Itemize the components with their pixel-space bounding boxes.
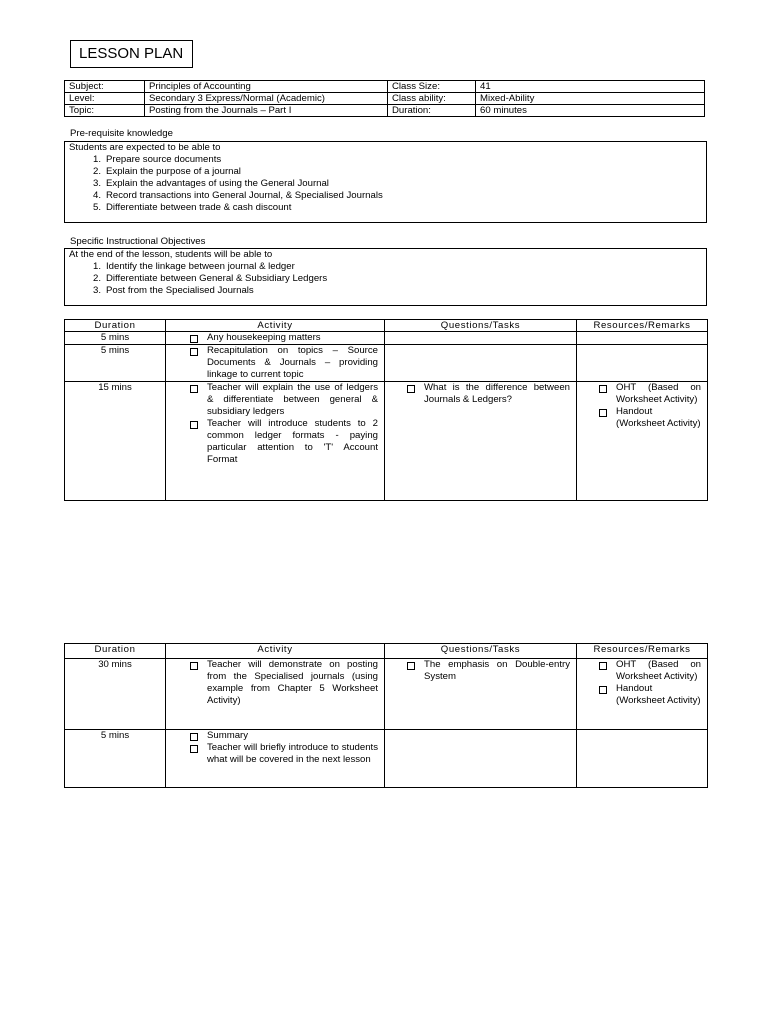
checkbox-bullet-icon (190, 733, 198, 741)
list-item-text: Explain the purpose of a journal (106, 166, 241, 177)
list-item-text: Differentiate between trade & cash discount (106, 202, 292, 213)
resource-item (599, 406, 701, 430)
list-item-number: 4. (92, 190, 101, 201)
table-row (65, 730, 708, 788)
table-header-row (65, 644, 708, 659)
header-questions: Questions/Tasks (385, 320, 577, 332)
activity-item (190, 382, 378, 418)
list-item (69, 202, 702, 214)
resources-cell (577, 345, 708, 382)
list-item (69, 190, 702, 202)
list-item-text: Prepare source documents (106, 154, 222, 165)
activity-text: Teacher will introduce students to 2 common ledger formats - paying particular attention to 'T' Account Format (207, 418, 378, 465)
header-duration: Duration (65, 644, 166, 659)
objectives-list (69, 261, 702, 297)
activity-text: Teacher will explain the use of ledgers & differentiate between general & subsidiary ledgers (207, 382, 378, 417)
info-value: Secondary 3 Express/Normal (Academic) (145, 93, 388, 105)
lesson-procedure-table-2 (64, 643, 708, 788)
table-header-row (65, 320, 708, 332)
checkbox-bullet-icon (190, 335, 198, 343)
list-item (69, 166, 702, 178)
resource-text: OHT (Based on Worksheet Activity) (616, 659, 701, 682)
table-row (65, 382, 708, 501)
table-row (65, 659, 708, 730)
resources-cell (577, 730, 708, 788)
header-activity: Activity (166, 644, 385, 659)
duration-cell: 5 mins (65, 730, 166, 788)
info-row-topic (65, 105, 705, 117)
activity-item (190, 332, 378, 344)
list-item (69, 154, 702, 166)
activity-item (190, 742, 378, 766)
list-item-number: 5. (92, 202, 101, 213)
resources-cell (577, 382, 708, 501)
activity-cell (166, 730, 385, 788)
resource-item (599, 683, 701, 707)
duration-cell: 15 mins (65, 382, 166, 501)
activity-cell (166, 332, 385, 345)
table-row (65, 332, 708, 345)
info-label: Duration: (388, 105, 476, 117)
list-item-text: Differentiate between General & Subsidiary Ledgers (106, 273, 328, 284)
list-item (69, 178, 702, 190)
activity-text: Any housekeeping matters (207, 332, 321, 343)
list-item-text: Record transactions into General Journal, & Specialised Journals (106, 190, 383, 201)
info-label: Subject: (65, 81, 145, 93)
resource-item (599, 659, 701, 683)
list-item (69, 273, 702, 285)
info-value: 41 (476, 81, 705, 93)
header-questions: Questions/Tasks (385, 644, 577, 659)
list-item-number: 1. (92, 261, 101, 272)
resources-cell (577, 332, 708, 345)
questions-cell (385, 730, 577, 788)
info-row-level (65, 93, 705, 105)
checkbox-bullet-icon (599, 409, 607, 417)
info-row-subject (65, 81, 705, 93)
header-resources: Resources/Remarks (577, 320, 708, 332)
activity-cell (166, 345, 385, 382)
question-text: The emphasis on Double-entry System (424, 659, 570, 682)
info-label: Level: (65, 93, 145, 105)
prereq-list (69, 154, 702, 214)
activity-item (190, 730, 378, 742)
question-text: What is the difference between Journals & Ledgers? (424, 382, 570, 405)
checkbox-bullet-icon (190, 348, 198, 356)
list-item-number: 2. (92, 166, 101, 177)
activity-item (190, 345, 378, 381)
activity-text: Teacher will demonstrate on posting from the Specialised journals (using example from Chapter 5 Worksheet Activity) (207, 659, 378, 706)
activity-item (190, 418, 378, 466)
objectives-intro: At the end of the lesson, students will be able to (69, 249, 273, 260)
activity-text: Recapitulation on topics – Source Documents & Journals – providing linkage to current topic (207, 345, 378, 380)
info-value: Mixed-Ability (476, 93, 705, 105)
questions-cell (385, 382, 577, 501)
info-value: Posting from the Journals – Part I (145, 105, 388, 117)
resource-item (599, 382, 701, 406)
list-item-number: 2. (92, 273, 101, 284)
list-item (69, 261, 702, 273)
objectives-box (64, 248, 707, 306)
resource-text: Handout (Worksheet Activity) (616, 406, 701, 429)
header-duration: Duration (65, 320, 166, 332)
checkbox-bullet-icon (407, 385, 415, 393)
checkbox-bullet-icon (190, 745, 198, 753)
list-item-number: 3. (92, 285, 101, 296)
question-item (407, 659, 570, 683)
page-title: LESSON PLAN (70, 40, 193, 68)
resource-text: Handout (Worksheet Activity) (616, 683, 701, 706)
list-item-number: 1. (92, 154, 101, 165)
lesson-procedure-table-1 (64, 319, 708, 501)
lesson-info-table (64, 80, 705, 117)
questions-cell (385, 345, 577, 382)
list-item-text: Explain the advantages of using the General Journal (106, 178, 329, 189)
info-value: 60 minutes (476, 105, 705, 117)
question-item (407, 382, 570, 406)
list-item-text: Post from the Specialised Journals (106, 285, 254, 296)
info-value: Principles of Accounting (145, 81, 388, 93)
checkbox-bullet-icon (190, 662, 198, 670)
header-resources: Resources/Remarks (577, 644, 708, 659)
prereq-intro: Students are expected to be able to (69, 142, 221, 153)
activity-text: Summary (207, 730, 249, 741)
header-activity: Activity (166, 320, 385, 332)
checkbox-bullet-icon (190, 385, 198, 393)
questions-cell (385, 332, 577, 345)
prereq-heading: Pre-requisite knowledge (70, 128, 173, 139)
prereq-box (64, 141, 707, 223)
questions-cell (385, 659, 577, 730)
list-item-number: 3. (92, 178, 101, 189)
activity-cell (166, 659, 385, 730)
checkbox-bullet-icon (190, 421, 198, 429)
checkbox-bullet-icon (407, 662, 415, 670)
info-label: Class ability: (388, 93, 476, 105)
objectives-heading: Specific Instructional Objectives (70, 236, 206, 247)
list-item (69, 285, 702, 297)
activity-cell (166, 382, 385, 501)
checkbox-bullet-icon (599, 686, 607, 694)
duration-cell: 5 mins (65, 332, 166, 345)
info-label: Class Size: (388, 81, 476, 93)
list-item-text: Identify the linkage between journal & ledger (106, 261, 295, 272)
resource-text: OHT (Based on Worksheet Activity) (616, 382, 701, 405)
duration-cell: 5 mins (65, 345, 166, 382)
duration-cell: 30 mins (65, 659, 166, 730)
activity-item (190, 659, 378, 707)
activity-text: Teacher will briefly introduce to students what will be covered in the next lesson (207, 742, 378, 765)
checkbox-bullet-icon (599, 662, 607, 670)
checkbox-bullet-icon (599, 385, 607, 393)
info-label: Topic: (65, 105, 145, 117)
resources-cell (577, 659, 708, 730)
table-row (65, 345, 708, 382)
